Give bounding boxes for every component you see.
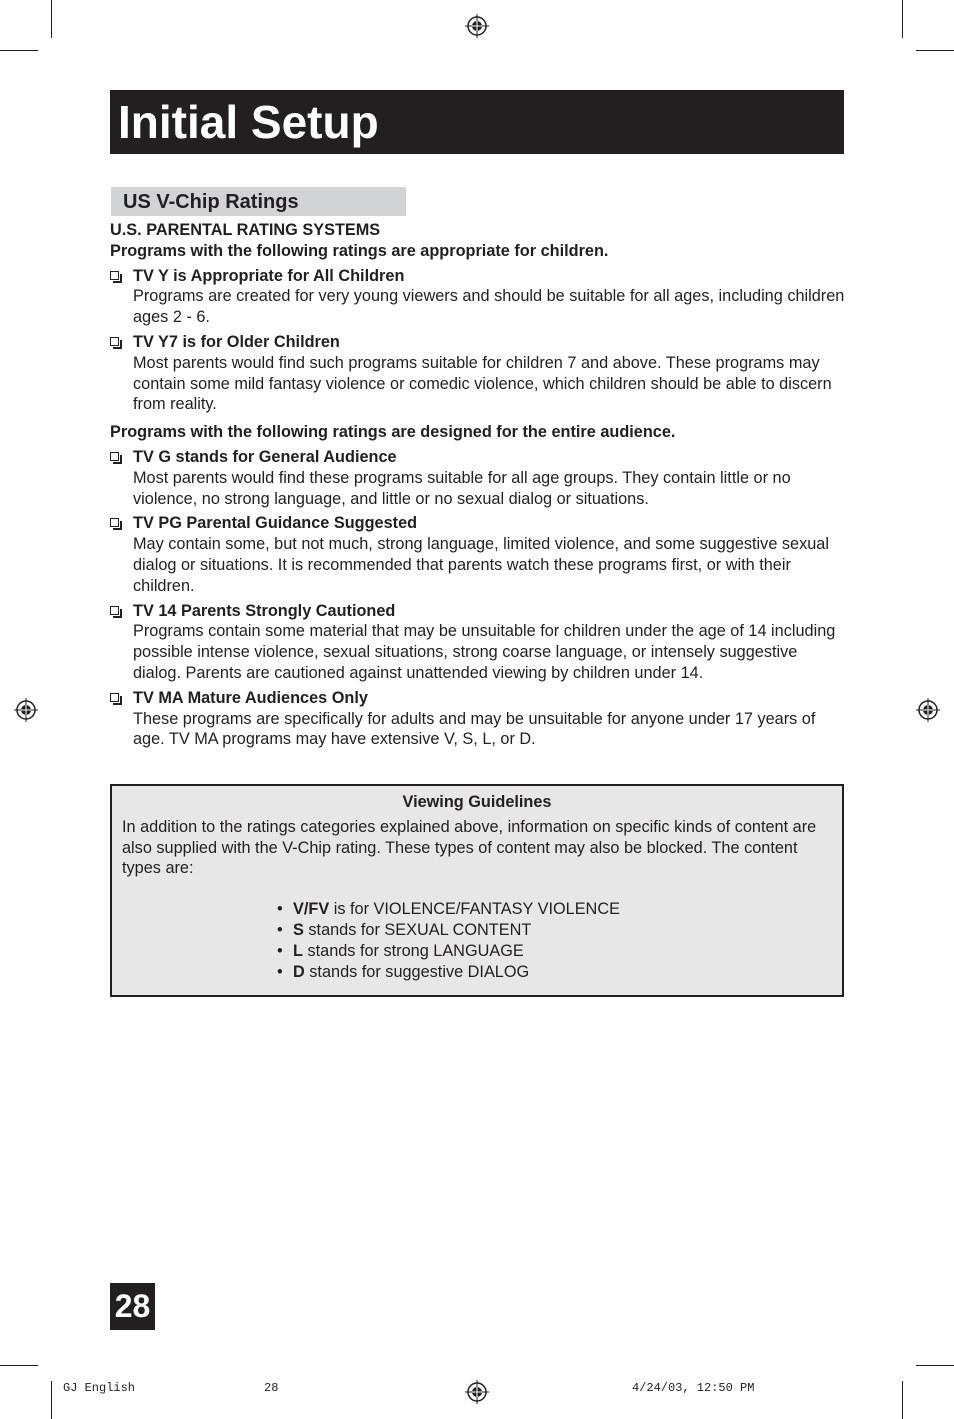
registration-mark-icon bbox=[14, 698, 38, 722]
content-description: stands for strong LANGUAGE bbox=[302, 941, 524, 960]
checkbox-bullet-icon bbox=[110, 337, 119, 346]
content-type-item bbox=[277, 962, 832, 983]
viewing-guidelines-box bbox=[110, 784, 844, 997]
slug-file: GJ English bbox=[63, 1381, 136, 1395]
content-type-list bbox=[122, 899, 832, 982]
content-code: D bbox=[293, 962, 305, 981]
audience-heading: Programs with the following ratings are designed for the entire audience. bbox=[110, 423, 676, 442]
page-title: Initial Setup bbox=[118, 96, 379, 148]
rating-item bbox=[110, 332, 846, 415]
slug-page: 28 bbox=[264, 1381, 279, 1395]
rating-item bbox=[110, 266, 846, 328]
content-code: V/FV bbox=[293, 900, 330, 919]
rating-description: Most parents would find such programs suitable for children 7 and above. These programs may contain some mild fantasy violence or comedic violence, which children should be able to discern from reality. bbox=[133, 353, 832, 414]
rating-title: TV Y7 is for Older Children bbox=[133, 332, 340, 351]
checkbox-bullet-icon bbox=[110, 271, 119, 280]
content-type-item bbox=[277, 899, 832, 920]
rating-title: TV Y is Appropriate for All Children bbox=[133, 266, 405, 285]
guidelines-text: In addition to the ratings categories explained above, information on specific kinds of content are also supplied with the V-Chip rating. These types of content may also be blocked. The content types are: bbox=[122, 817, 817, 878]
rating-item bbox=[110, 601, 846, 684]
rating-description: May contain some, but not much, strong language, limited violence, and some suggestive sexual dialog or situations. It is recommended that parents watch these programs first, or with their children. bbox=[133, 535, 829, 595]
content-code: L bbox=[293, 941, 303, 960]
crop-mark bbox=[0, 50, 38, 51]
rating-item bbox=[110, 688, 846, 750]
crop-mark bbox=[0, 1365, 38, 1366]
registration-mark-icon bbox=[465, 14, 489, 38]
content-code: S bbox=[293, 920, 304, 939]
crop-mark bbox=[902, 1381, 903, 1419]
rating-description: These programs are specifically for adults and may be unsuitable for anyone under 17 years of age. TV MA programs may have extensive V, S, L, or D. bbox=[133, 709, 816, 749]
rating-description: Programs are created for very young viewers and should be suitable for all ages, including children ages 2 - 6. bbox=[133, 287, 845, 327]
rating-title: TV MA Mature Audiences Only bbox=[133, 688, 368, 707]
rating-item bbox=[110, 513, 846, 596]
crop-mark bbox=[51, 1381, 52, 1419]
slug-timestamp: 4/24/03, 12:50 PM bbox=[632, 1381, 755, 1395]
registration-mark-icon bbox=[916, 698, 940, 722]
checkbox-bullet-icon bbox=[110, 452, 119, 461]
content-description: stands for suggestive DIALOG bbox=[304, 962, 530, 981]
guidelines-title: Viewing Guidelines bbox=[402, 793, 552, 811]
crop-mark bbox=[916, 50, 954, 51]
section-tab bbox=[111, 187, 406, 216]
ratings-content bbox=[110, 220, 846, 750]
children-heading: Programs with the following ratings are appropriate for children. bbox=[110, 241, 609, 260]
rating-title: TV 14 Parents Strongly Cautioned bbox=[133, 601, 396, 620]
crop-mark bbox=[902, 0, 903, 38]
system-heading: U.S. PARENTAL RATING SYSTEMS bbox=[110, 221, 381, 239]
rating-title: TV PG Parental Guidance Suggested bbox=[133, 514, 418, 533]
title-bar bbox=[110, 90, 844, 154]
rating-description: Programs contain some material that may be unsuitable for children under the age of 14 including possible intense violence, sexual situations, strong coarse language, or intensely suggestive dialog. Parents are cautioned against unattended viewing by children under 14. bbox=[133, 622, 836, 682]
crop-mark bbox=[916, 1365, 954, 1366]
section-tab-label: US V-Chip Ratings bbox=[123, 191, 299, 213]
content-type-item bbox=[277, 941, 832, 962]
rating-description: Most parents would find these programs suitable for all age groups. They contain little or no violence, no strong language, and little or no sexual dialog or situations. bbox=[133, 468, 791, 508]
content-description: is for VIOLENCE/FANTASY VIOLENCE bbox=[329, 900, 620, 919]
checkbox-bullet-icon bbox=[110, 518, 119, 527]
checkbox-bullet-icon bbox=[110, 693, 119, 702]
checkbox-bullet-icon bbox=[110, 606, 119, 615]
content-description: stands for SEXUAL CONTENT bbox=[303, 920, 532, 939]
content-type-item bbox=[277, 920, 832, 941]
registration-mark-icon bbox=[465, 1380, 489, 1404]
page-number: 28 bbox=[110, 1283, 155, 1330]
crop-mark bbox=[51, 0, 52, 38]
rating-item bbox=[110, 447, 846, 509]
rating-title: TV G stands for General Audience bbox=[133, 447, 397, 466]
